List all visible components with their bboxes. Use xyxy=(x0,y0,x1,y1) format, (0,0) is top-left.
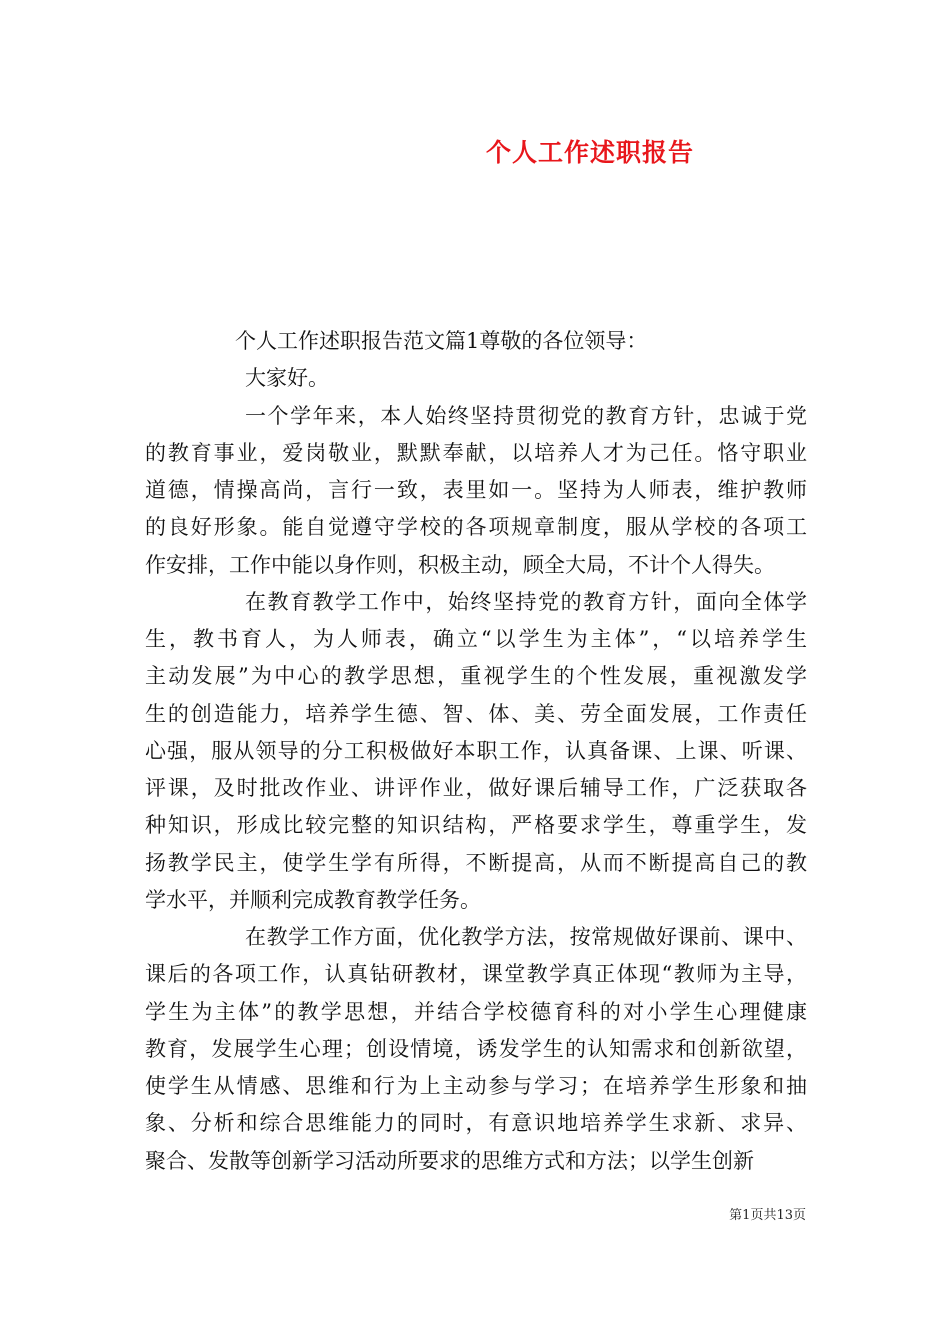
text-line: 评课，及时批改作业、讲评作业，做好课后辅导工作，广泛获取各 xyxy=(145,776,807,800)
page-number: 第1页共13页 xyxy=(729,1208,806,1223)
text-line: 扬教学民主，使学生学有所得，不断提高，从而不断提高自己的教 xyxy=(145,850,807,875)
text-line: 生，教书育人，为人师表，确立“以学生为主体”，“以培养学生 xyxy=(145,627,807,651)
text-line: 学生为主体”的教学思想，并结合学校德育科的对小学生心理健康 xyxy=(145,999,807,1024)
paragraph xyxy=(145,398,807,584)
document-title: 个人工作述职报告 xyxy=(485,138,694,167)
text-line: 聚合、发散等创新学习活动所要求的思维方式和方法；以学生创新 xyxy=(145,1148,754,1173)
document-body xyxy=(145,323,807,1180)
text-line: 在教育教学工作中，始终坚持党的教育方针，面向全体学 xyxy=(245,589,807,614)
text-line: 种知识，形成比较完整的知识结构，严格要求学生，尊重学生，发 xyxy=(145,813,807,838)
text-line: 主动发展”为中心的教学思想，重视学生的个性发展，重视激发学 xyxy=(145,664,807,689)
paragraph xyxy=(145,360,807,397)
text-line: 心强，服从领导的分工积极做好本职工作，认真备课、上课、听课、 xyxy=(145,738,807,763)
text-line: 的教育事业，爱岗敬业，默默奉献，以培养人才为己任。恪守职业 xyxy=(145,440,807,465)
text-line: 象、分析和综合思维能力的同时，有意识地培养学生求新、求异、 xyxy=(145,1111,807,1136)
text-line: 教育，发展学生心理；创设情境，诱发学生的认知需求和创新欲望， xyxy=(145,1036,807,1061)
text-line: 的良好形象。能自觉遵守学校的各项规章制度，服从学校的各项工 xyxy=(145,515,807,540)
text-line: 使学生从情感、思维和行为上主动参与学习；在培养学生形象和抽 xyxy=(145,1074,807,1098)
paragraph xyxy=(145,323,807,360)
text-line: 在教学工作方面，优化教学方法，按常规做好课前、课中、 xyxy=(245,925,807,949)
text-line: 大家好。 xyxy=(245,366,329,391)
text-line: 个人工作述职报告范文篇1尊敬的各位领导： xyxy=(235,329,648,353)
paragraph xyxy=(145,919,807,1180)
paragraph xyxy=(145,584,807,919)
text-line: 作安排，工作中能以身作则，积极主动，顾全大局，不计个人得失。 xyxy=(145,552,775,577)
text-line: 课后的各项工作，认真钻研教材，课堂教学真正体现“教师为主导， xyxy=(145,962,807,987)
text-line: 道德，情操高尚，言行一致，表里如一。坚持为人师表，维护教师 xyxy=(145,478,807,502)
text-line: 一个学年来，本人始终坚持贯彻党的教育方针，忠诚于党 xyxy=(245,403,807,428)
text-line: 生的创造能力，培养学生德、智、体、美、劳全面发展，工作责任 xyxy=(145,701,807,726)
text-line: 学水平，并顺利完成教育教学任务。 xyxy=(145,887,481,912)
